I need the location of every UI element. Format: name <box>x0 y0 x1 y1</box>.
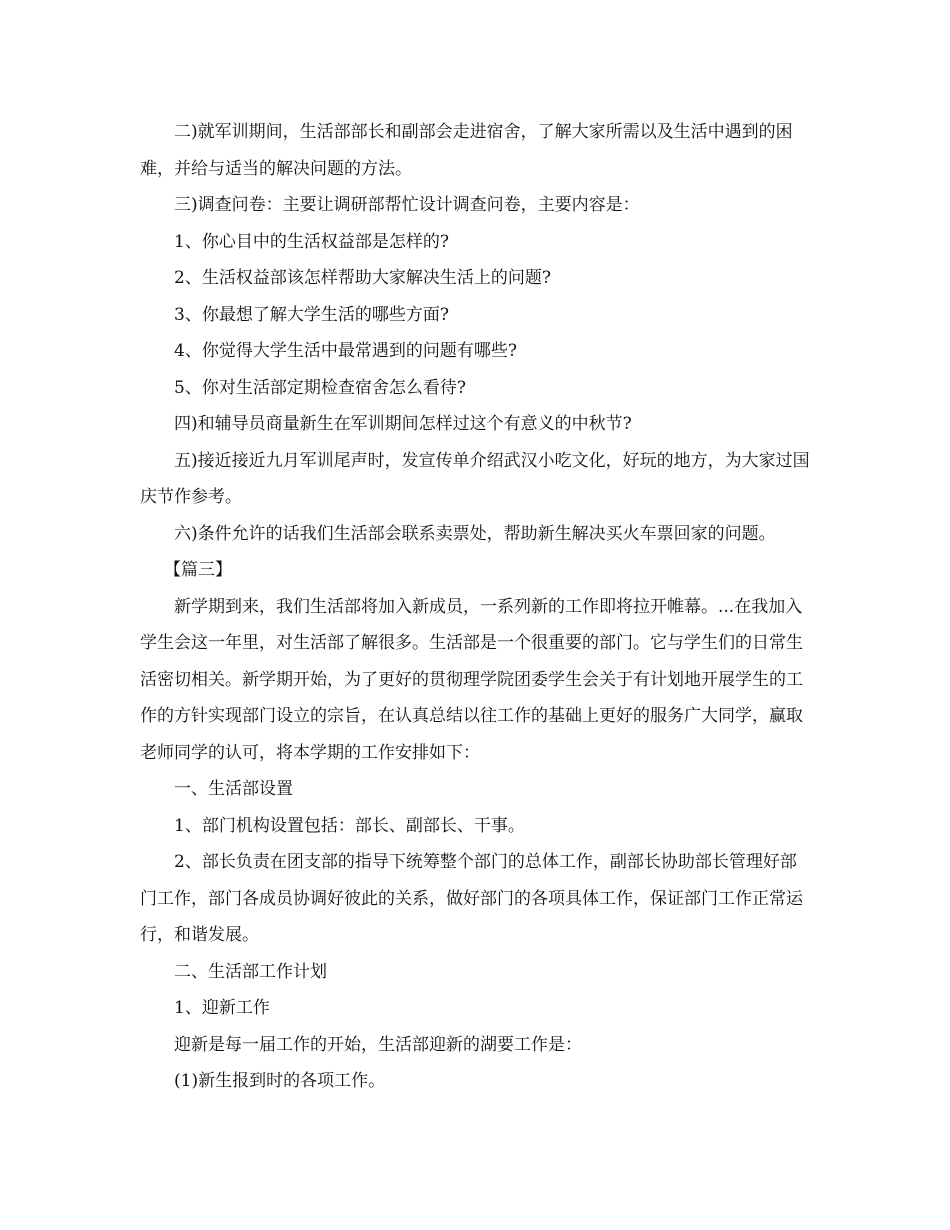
section-heading-work-plan: 二、生活部工作计划 <box>174 961 327 982</box>
section-heading-department-setup: 一、生活部设置 <box>174 779 293 799</box>
survey-question-4: 4、你觉得大学生活中最常遇到的问题有哪些? <box>174 341 517 361</box>
document-page <box>140 114 812 1100</box>
list-item-registration-tasks: (1)新生报到时的各项工作。 <box>174 1071 386 1091</box>
paragraph-national-day: 五)接近接近九月军训尾声时，发宣传单介绍武汉小吃文化，好玩的地方，为大家过国庆节作参考。 <box>140 450 810 507</box>
survey-question-2: 2、生活权益部该怎样帮助大家解决生活上的问题? <box>174 268 551 288</box>
subheading-welcome-work: 1、迎新工作 <box>174 998 270 1018</box>
paragraph-mid-autumn: 四)和辅导员商量新生在军训期间怎样过这个有意义的中秋节? <box>174 414 632 434</box>
paragraph-welcome-main-tasks: 迎新是每一届工作的开始，生活部迎新的湖要工作是： <box>174 1034 582 1055</box>
survey-question-5: 5、你对生活部定期检查宿舍怎么看待? <box>174 377 466 398</box>
paragraph-train-tickets: 六)条件允许的话我们生活部会联系卖票处，帮助新生解决买火车票回家的问题。 <box>174 523 776 544</box>
survey-question-1: 1、你心目中的生活权益部是怎样的? <box>174 231 449 252</box>
survey-question-3: 3、你最想了解大学生活的哪些方面? <box>174 304 449 325</box>
paragraph-minister-duties: 2、部长负责在团支部的指导下统筹整个部门的总体工作，副部长协助部长管理好部门工作，部门各成员协调好彼此的关系，做好部门的各项具体工作，保证部门工作正常运行，和谐发展。 <box>140 852 803 945</box>
section-heading-part-three: 【篇三】 <box>164 560 232 580</box>
paragraph-military-dorm-visit: 二)就军训期间，生活部部长和副部会走进宿舍，了解大家所需以及生活中遇到的困难，并给与适当的解决问题的方法。 <box>140 122 793 179</box>
paragraph-new-semester-intro: 新学期到来，我们生活部将加入新成员，一系列新的工作即将拉开帷幕。...在我加入学生会这一年里，对生活部了解很多。生活部是一个很重要的部门。它与学生们的日常生活密切相关。新学期开始，为了更好的贯彻理学院团委学生会关于有计划地开展学生的工作的方针实现部门设立的宗旨，在认真总结以往工作的基础上更好的服务广大同学，赢取老师同学的认可，将本学期的工作安排如下： <box>140 596 803 763</box>
paragraph-survey-intro: 三)调查问卷：主要让调研部帮忙设计调查问卷，主要内容是： <box>174 195 640 215</box>
paragraph-department-structure: 1、部门机构设置包括：部长、副部长、干事。 <box>174 815 525 836</box>
